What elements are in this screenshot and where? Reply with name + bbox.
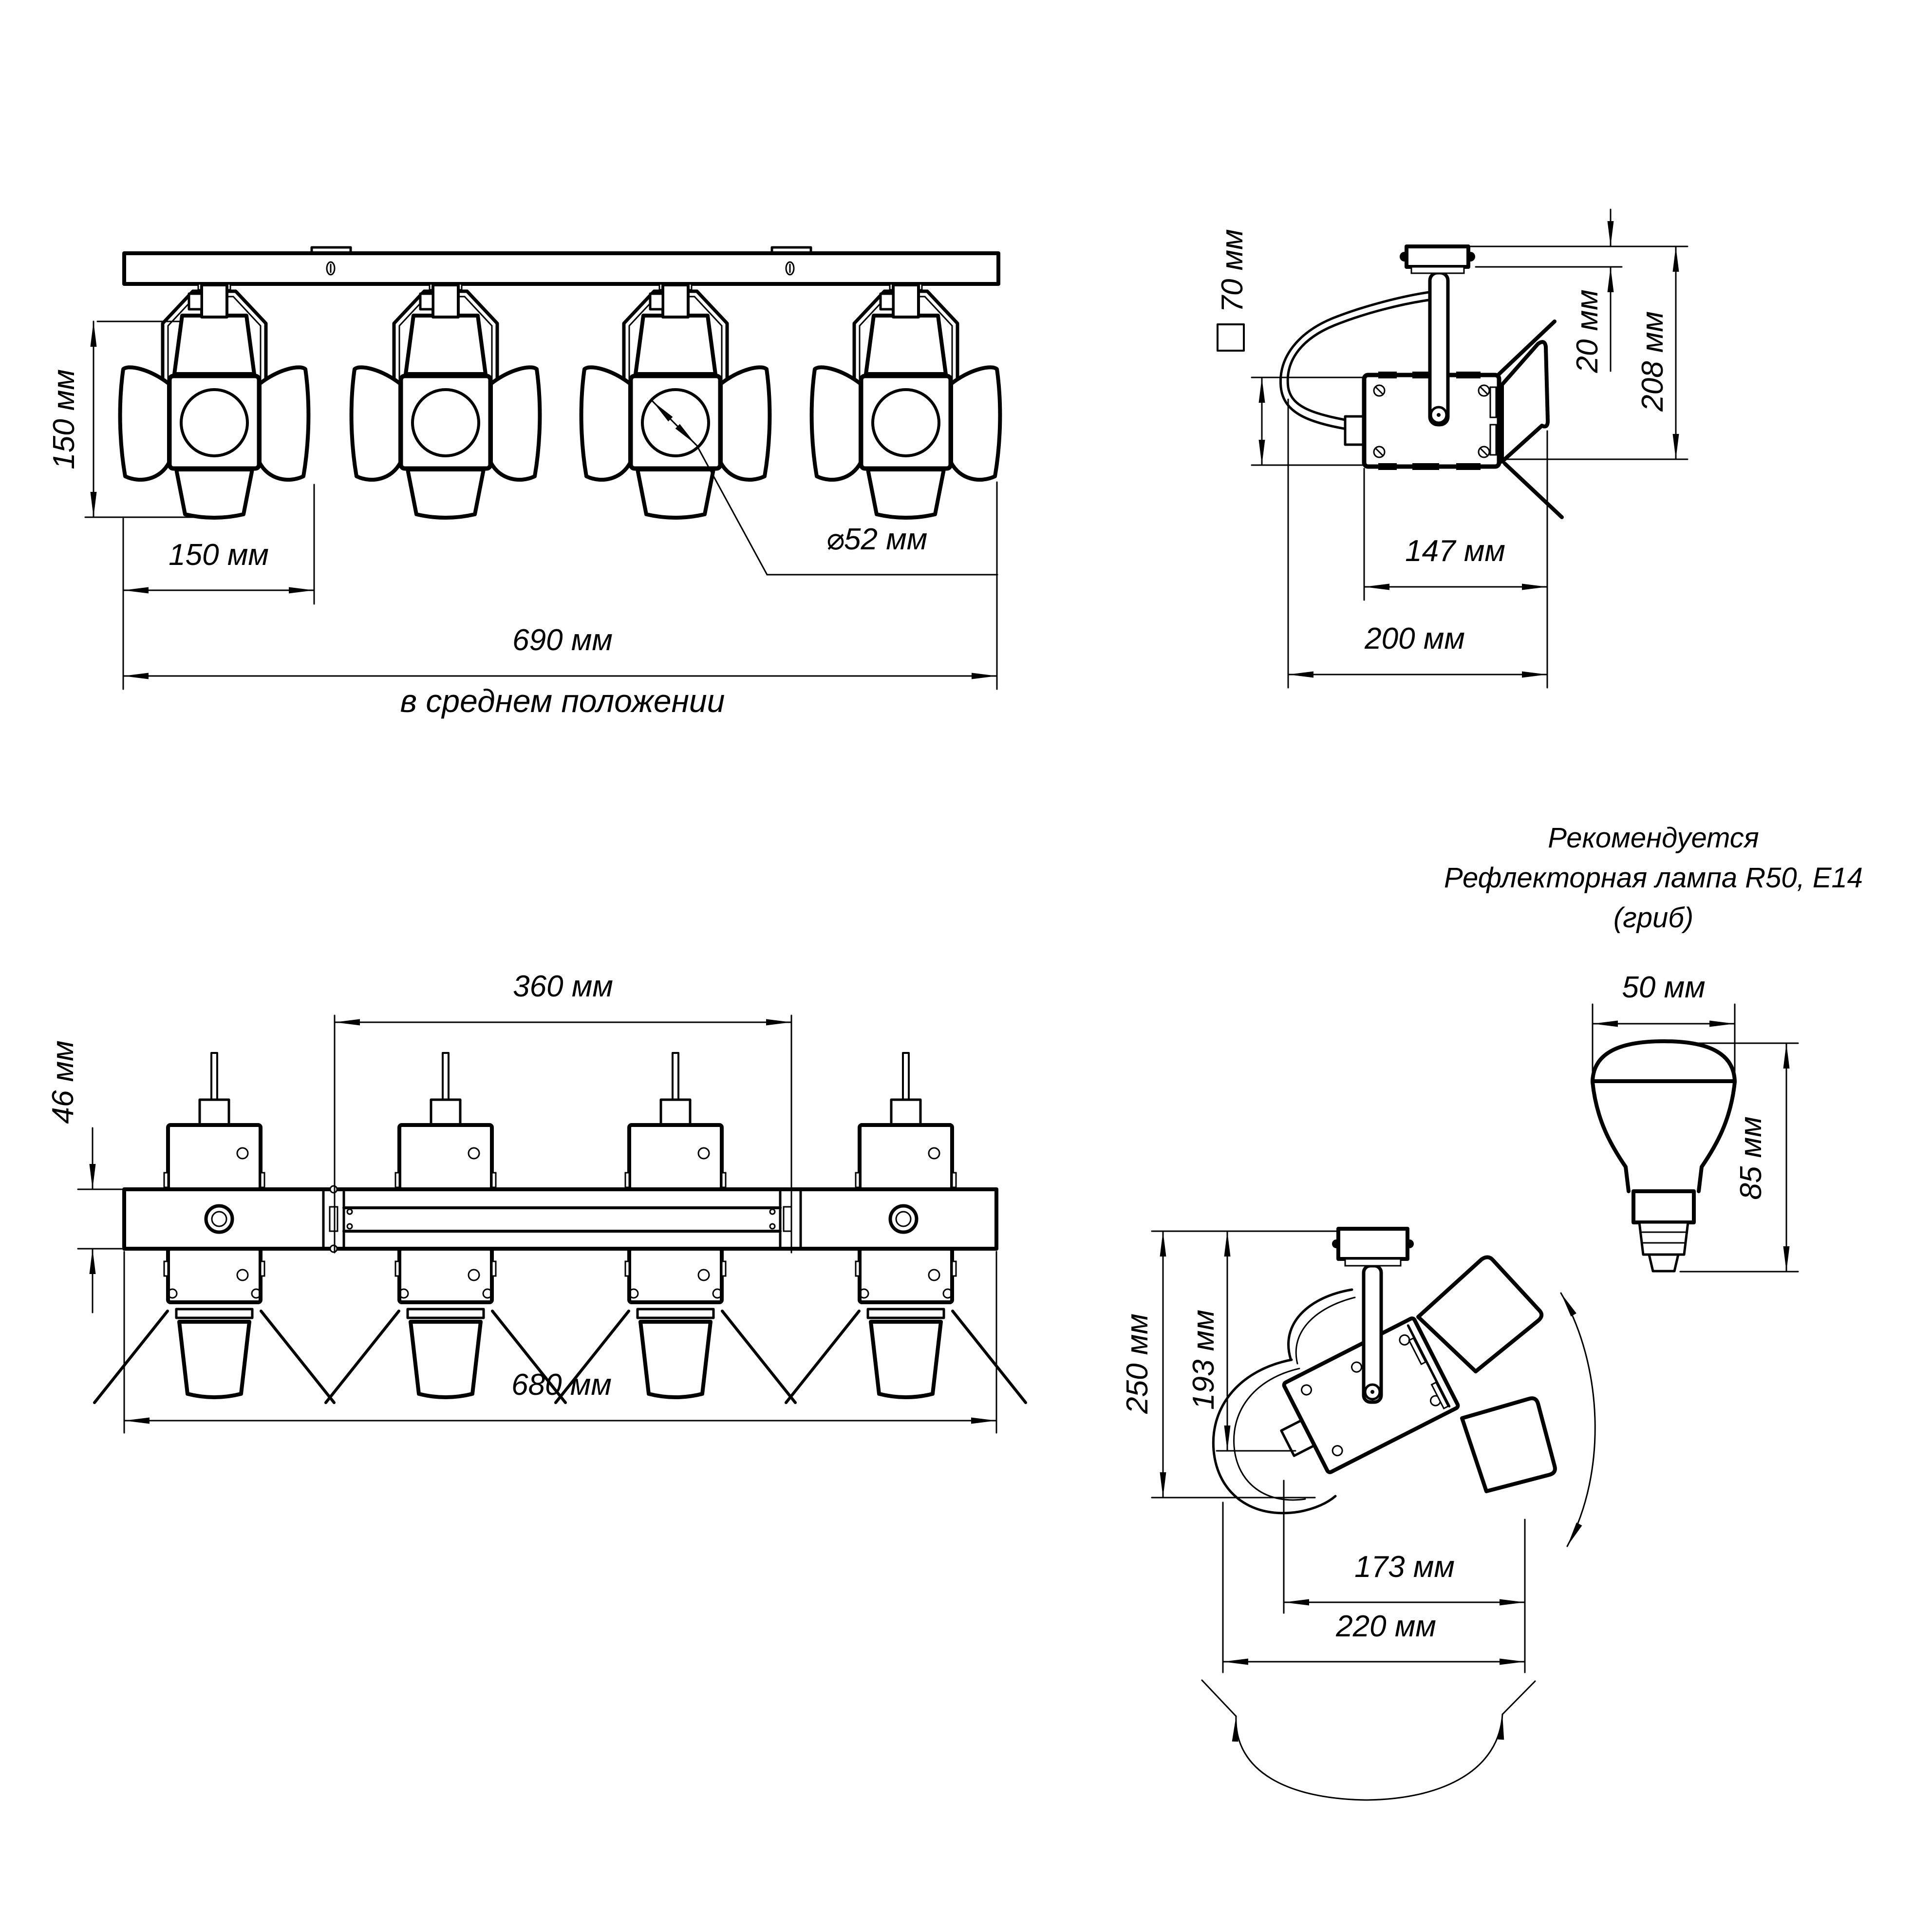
tilt-body-width-label: 173 мм: [1354, 1550, 1455, 1584]
canopy-height-label: 20 мм: [1571, 289, 1604, 373]
tilt-height-body-label: 193 мм: [1187, 1310, 1220, 1410]
canopy-square-label: 70 мм: [1216, 229, 1249, 313]
front-track-bar: [124, 247, 998, 284]
recommendation-line2: Рефлекторная лампа R50, E14: [1444, 862, 1863, 894]
top-bar-height-label: 46 мм: [46, 1040, 80, 1124]
side-body-length-label: 147 мм: [1405, 534, 1505, 568]
dim-canopy-square: [1216, 229, 1364, 465]
front-caption: в среднем положении: [400, 683, 725, 719]
tilt-view: [1121, 1229, 1595, 1800]
top-track-bar: [124, 1186, 996, 1252]
bulb-height-label: 85 мм: [1734, 1116, 1768, 1200]
dim-tilt-body-width: [1284, 1481, 1525, 1613]
tilt-stem: [1364, 1266, 1381, 1402]
dim-bulb-height: [1680, 1043, 1798, 1272]
dim-bulb-diameter: [1593, 971, 1735, 1071]
front-spotlight-2: [352, 284, 540, 518]
side-view: [1216, 209, 1688, 688]
side-stem: [1430, 273, 1448, 425]
front-lamp-width-label: 150 мм: [169, 538, 269, 572]
tilt-height-overall-label: 250 мм: [1121, 1313, 1154, 1414]
bulb-diameter-label: 50 мм: [1622, 971, 1706, 1004]
tilt-canopy: [1332, 1229, 1414, 1266]
bulb-view: [1593, 971, 1798, 1272]
dim-top-bar-height: [46, 1040, 122, 1313]
bulb-outline: [1593, 1041, 1735, 1271]
front-view: [47, 247, 1000, 719]
side-overall-depth-label: 200 мм: [1365, 622, 1465, 656]
tilt-overall-width-label: 220 мм: [1336, 1610, 1436, 1643]
recommendation-note: [1444, 822, 1863, 934]
front-spotlight-3: [581, 284, 770, 518]
recommendation-line3: (гриб): [1613, 902, 1694, 934]
top-overall-length-label: 680 мм: [511, 1368, 612, 1402]
front-spotlight-4: [812, 284, 1000, 518]
side-plug: [1345, 416, 1365, 445]
front-lamp-height-label: 150 мм: [47, 369, 81, 469]
dim-front-overall-width: [123, 482, 997, 719]
lens-diameter-label: ⌀52 мм: [825, 523, 928, 556]
pan-rotation-arc: [1202, 1680, 1535, 1800]
front-overall-width-label: 690 мм: [512, 623, 613, 657]
tilt-top-barn-door: [1418, 1257, 1541, 1371]
dim-tilt-overall-width: [1223, 1502, 1525, 1672]
top-view: [46, 970, 1026, 1433]
tilt-rotation-arc: [1561, 1293, 1595, 1546]
side-barn-doors: [1499, 321, 1562, 517]
dim-tilt-height-overall: [1121, 1231, 1338, 1498]
dim-tilt-height-body: [1187, 1231, 1295, 1451]
tilt-body: [1263, 1317, 1459, 1483]
side-canopy: [1400, 246, 1475, 273]
tilt-bottom-barn-door: [1462, 1398, 1555, 1491]
front-spotlight-1: [120, 284, 309, 518]
top-section-spacing-label: 360 мм: [513, 970, 613, 1003]
side-overall-height-label: 208 мм: [1636, 311, 1669, 412]
recommendation-line1: Рекомендуется: [1548, 822, 1759, 854]
